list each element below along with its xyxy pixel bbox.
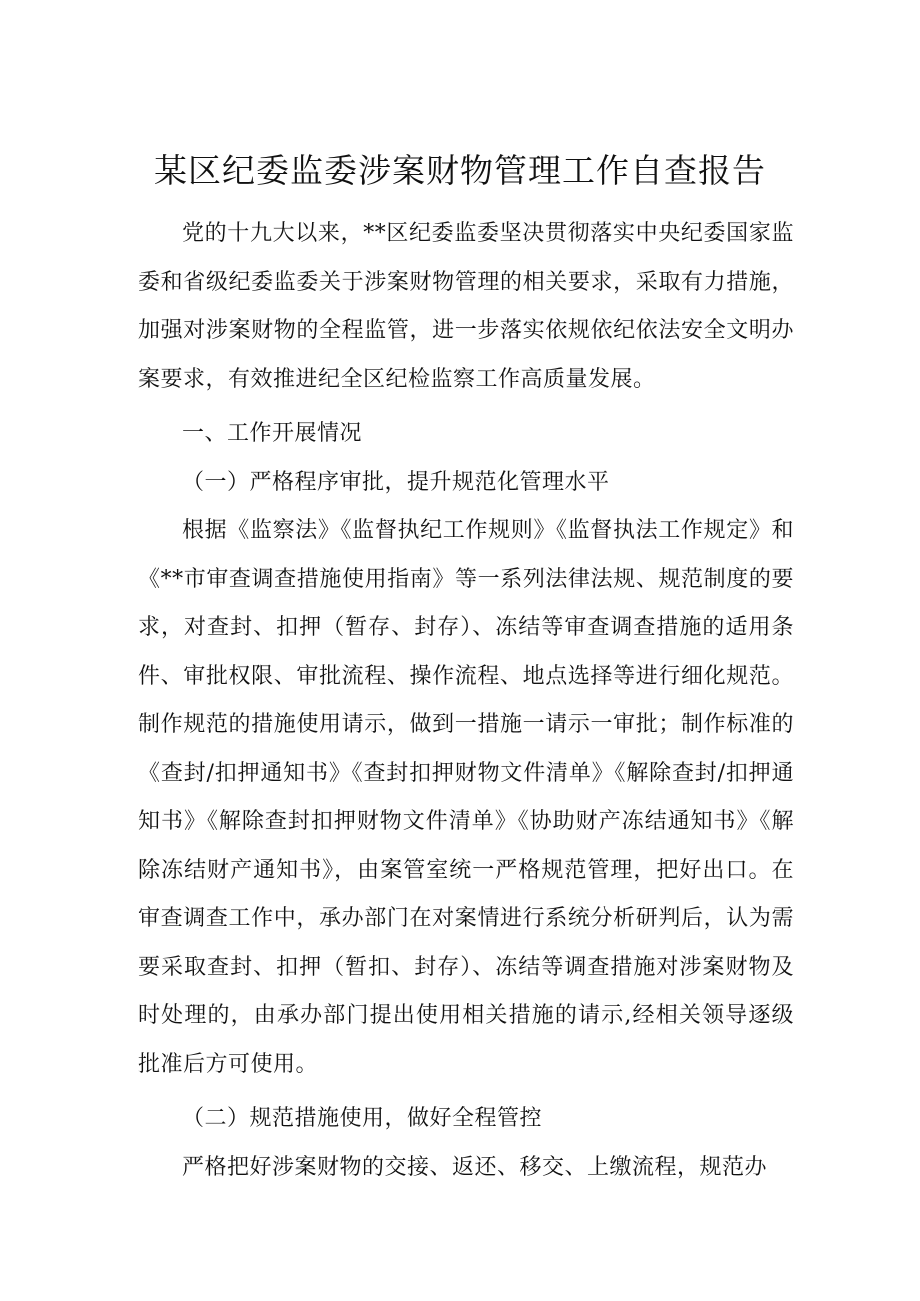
subsection-1-paragraph: 根据《监察法》《监督执纪工作规则》《监督执法工作规定》和《**市审查调查措施使用指南》等一系列法律法规、规范制度的要求，对查封、扣押（暂存、封存）、冻结等审查调查措施的适用条件、审批权限、审批流程、操作流程、地点选择等进行细化规范。制作规范的措施使用请示，做到一措施一请示一审批；制作标准的《查封/扣押通知书》《查封扣押财物文件清单》《解除查封/扣押通知书》《解除查封扣押财物文件清单》《协助财产冻结通知书》《解除冻结财产通知书》，由案管室统一严格规范管理，把好出口。在审查调查工作中，承办部门在对案情进行系统分析研判后，认为需要采取查封、扣押（暂扣、封存）、冻结等调查措施对涉案财物及时处理的，由承办部门提出使用相关措施的请示,经相关领导逐级批准后方可使用。: [138, 518, 794, 1077]
document-title: 某区纪委监委涉案财物管理工作自查报告: [154, 151, 766, 190]
subsection-heading-2: （二）规范措施使用，做好全程管控: [182, 1106, 543, 1131]
subsection-2-paragraph: 严格把好涉案财物的交接、返还、移交、上缴流程，规范办: [182, 1154, 768, 1180]
intro-paragraph: 党的十九大以来，**区纪委监委坚决贯彻落实中央纪委国家监委和省级纪委监委关于涉案财物管理的相关要求，采取有力措施，加强对涉案财物的全程监管，进一步落实依规依纪依法安全文明办案要求，有效推进纪全区纪检监察工作高质量发展。: [138, 221, 794, 392]
document-body: [138, 210, 794, 1192]
subsection-heading-1: （一）严格程序审批，提升规范化管理水平: [182, 469, 610, 495]
section-heading-1: 一、工作开展情况: [182, 421, 363, 446]
